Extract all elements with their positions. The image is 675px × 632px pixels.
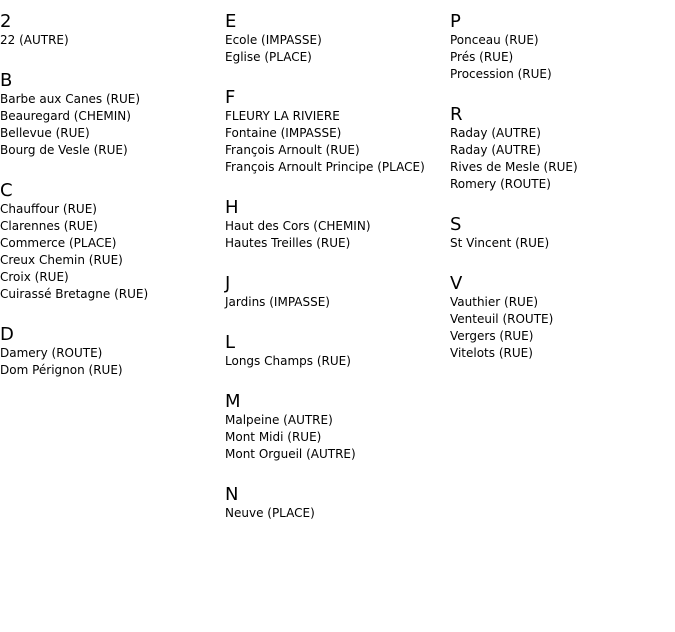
- street-link[interactable]: Clarennes (RUE): [0, 219, 98, 233]
- letter-group: [450, 262, 675, 372]
- letter-heading: F: [225, 87, 236, 108]
- letter-group: [225, 321, 450, 380]
- letter-heading: B: [0, 70, 13, 91]
- group-spacer: [225, 311, 450, 321]
- street-item: [0, 201, 225, 218]
- street-list: [0, 345, 225, 379]
- street-link[interactable]: Vitelots (RUE): [450, 346, 533, 360]
- street-link[interactable]: FLEURY LA RIVIERE: [225, 109, 340, 123]
- street-list: [225, 353, 450, 370]
- letter-group: [450, 0, 675, 93]
- letter-group: [225, 262, 450, 321]
- letter-group: [225, 473, 450, 532]
- group-spacer: [225, 252, 450, 262]
- group-spacer: [0, 49, 225, 59]
- street-link[interactable]: Fontaine (IMPASSE): [225, 126, 342, 140]
- street-item: [450, 345, 675, 362]
- group-spacer: [225, 370, 450, 380]
- street-item: [0, 108, 225, 125]
- street-item: [450, 49, 675, 66]
- letter-group: [0, 313, 225, 389]
- street-link[interactable]: Longs Champs (RUE): [225, 354, 351, 368]
- street-item: [225, 159, 450, 176]
- street-list: [0, 201, 225, 303]
- letter-heading: L: [225, 332, 236, 353]
- street-item: [0, 345, 225, 362]
- letter-heading: S: [450, 214, 462, 235]
- street-link[interactable]: Vergers (RUE): [450, 329, 534, 343]
- street-list: [225, 294, 450, 311]
- letter-group: [225, 380, 450, 473]
- street-link[interactable]: Creux Chemin (RUE): [0, 253, 123, 267]
- street-link[interactable]: Rives de Mesle (RUE): [450, 160, 578, 174]
- street-item: [225, 429, 450, 446]
- street-item: [225, 353, 450, 370]
- street-link[interactable]: Mont Orgueil (AUTRE): [225, 447, 356, 461]
- group-spacer: [450, 362, 675, 372]
- street-item: [0, 252, 225, 269]
- street-item: [450, 294, 675, 311]
- street-link[interactable]: Raday (AUTRE): [450, 126, 541, 140]
- letter-group: [225, 0, 450, 76]
- letter-heading: P: [450, 11, 461, 32]
- street-link[interactable]: Romery (ROUTE): [450, 177, 551, 191]
- street-list: [450, 294, 675, 362]
- street-item: [0, 362, 225, 379]
- group-spacer: [450, 193, 675, 203]
- street-link[interactable]: Malpeine (AUTRE): [225, 413, 333, 427]
- street-item: [0, 32, 225, 49]
- street-link[interactable]: St Vincent (RUE): [450, 236, 550, 250]
- street-item: [225, 32, 450, 49]
- street-link[interactable]: Prés (RUE): [450, 50, 514, 64]
- street-item: [225, 412, 450, 429]
- street-link[interactable]: Jardins (IMPASSE): [225, 295, 330, 309]
- street-link[interactable]: Raday (AUTRE): [450, 143, 541, 157]
- street-list: [450, 125, 675, 193]
- street-link[interactable]: Ponceau (RUE): [450, 33, 539, 47]
- street-item: [225, 125, 450, 142]
- street-link[interactable]: Neuve (PLACE): [225, 506, 315, 520]
- letter-heading: E: [225, 11, 237, 32]
- group-spacer: [450, 83, 675, 93]
- street-list: [0, 32, 225, 49]
- street-link[interactable]: Hautes Treilles (RUE): [225, 236, 351, 250]
- street-item: [0, 142, 225, 159]
- street-item: [450, 125, 675, 142]
- street-link[interactable]: Damery (ROUTE): [0, 346, 103, 360]
- street-link[interactable]: Chauffour (RUE): [0, 202, 97, 216]
- letter-group: [450, 203, 675, 262]
- street-list: [225, 32, 450, 66]
- group-spacer: [0, 159, 225, 169]
- street-link[interactable]: Haut des Cors (CHEMIN): [225, 219, 371, 233]
- letter-heading: M: [225, 391, 241, 412]
- street-item: [225, 294, 450, 311]
- group-spacer: [450, 252, 675, 262]
- street-list: [225, 505, 450, 522]
- street-link[interactable]: Mont Midi (RUE): [225, 430, 322, 444]
- street-list: [0, 91, 225, 159]
- street-item: [0, 91, 225, 108]
- street-item: [450, 328, 675, 345]
- letter-group: [0, 169, 225, 313]
- letter-heading: 2: [0, 11, 12, 32]
- street-item: [0, 218, 225, 235]
- street-item: [450, 311, 675, 328]
- letter-group: [0, 0, 225, 59]
- street-item: [450, 66, 675, 83]
- letter-heading: H: [225, 197, 239, 218]
- group-spacer: [225, 176, 450, 186]
- street-item: [450, 159, 675, 176]
- street-item: [0, 269, 225, 286]
- street-link[interactable]: Croix (RUE): [0, 270, 69, 284]
- letter-group: [0, 59, 225, 169]
- street-item: [450, 32, 675, 49]
- street-link[interactable]: François Arnoult (RUE): [225, 143, 360, 157]
- street-link[interactable]: Beauregard (CHEMIN): [0, 109, 131, 123]
- street-item: [225, 218, 450, 235]
- letter-heading: C: [0, 180, 13, 201]
- street-item: [0, 125, 225, 142]
- letter-heading: J: [225, 273, 231, 294]
- street-list: [225, 108, 450, 176]
- street-link[interactable]: Venteuil (ROUTE): [450, 312, 554, 326]
- street-link[interactable]: Commerce (PLACE): [0, 236, 117, 250]
- street-item: [450, 176, 675, 193]
- group-spacer: [225, 66, 450, 76]
- street-link[interactable]: Procession (RUE): [450, 67, 552, 81]
- street-link[interactable]: François Arnoult Principe (PLACE): [225, 160, 425, 174]
- letter-heading: R: [450, 104, 463, 125]
- street-item: [225, 235, 450, 252]
- street-item: [225, 142, 450, 159]
- street-link[interactable]: Dom Pérignon (RUE): [0, 363, 123, 377]
- letter-group: [225, 76, 450, 186]
- index-column-1: [0, 0, 225, 389]
- street-item: [225, 108, 450, 125]
- street-link[interactable]: Bellevue (RUE): [0, 126, 90, 140]
- street-item: [0, 235, 225, 252]
- letter-heading: N: [225, 484, 239, 505]
- street-item: [0, 286, 225, 303]
- street-list: [225, 218, 450, 252]
- street-item: [450, 235, 675, 252]
- street-link[interactable]: Cuirassé Bretagne (RUE): [0, 287, 149, 301]
- group-spacer: [225, 522, 450, 532]
- street-item: [450, 142, 675, 159]
- street-list: [450, 235, 675, 252]
- street-item: [225, 49, 450, 66]
- letter-group: [225, 186, 450, 262]
- street-list: [450, 32, 675, 83]
- street-link[interactable]: Eglise (PLACE): [225, 50, 312, 64]
- street-item: [225, 446, 450, 463]
- letter-heading: D: [0, 324, 14, 345]
- letter-heading: V: [450, 273, 463, 294]
- group-spacer: [0, 303, 225, 313]
- street-link[interactable]: Ecole (IMPASSE): [225, 33, 322, 47]
- street-list: [225, 412, 450, 463]
- street-link[interactable]: 22 (AUTRE): [0, 33, 69, 47]
- street-link[interactable]: Bourg de Vesle (RUE): [0, 143, 128, 157]
- group-spacer: [225, 463, 450, 473]
- street-link[interactable]: Barbe aux Canes (RUE): [0, 92, 141, 106]
- street-link[interactable]: Vauthier (RUE): [450, 295, 539, 309]
- group-spacer: [0, 379, 225, 389]
- letter-group: [450, 93, 675, 203]
- street-item: [225, 505, 450, 522]
- index-column-2: [225, 0, 450, 532]
- index-column-3: [450, 0, 675, 372]
